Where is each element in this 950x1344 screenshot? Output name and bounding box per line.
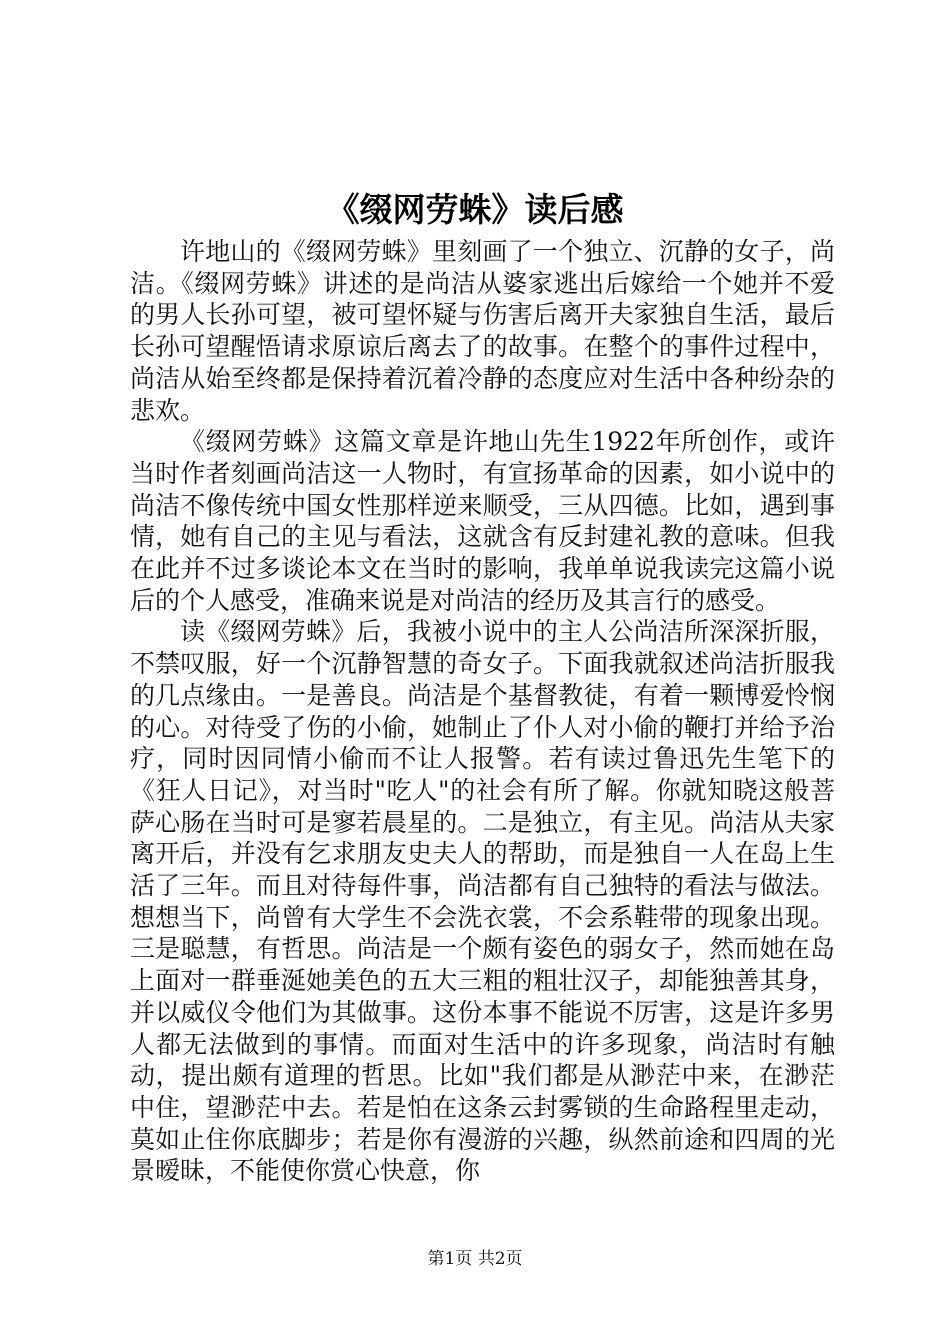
page-footer: 第1页 共2页: [427, 1249, 523, 1269]
document-body: [130, 236, 835, 1187]
paragraph: 《缀网劳蛛》这篇文章是许地山先生1922年所创作，或许当时作者刻画尚洁这一人物时，有宣扬革命的因素，如小说中的尚洁不像传统中国女性那样逆来顺受，三从四德。比如，遇到事情，她有自己的主见与看法，这就含有反封建礼教的意味。但我在此并不过多谈论本文在当时的影响，我单单说我读完这篇小说后的个人感受，准确来说是对尚洁的经历及其言行的感受。: [130, 427, 835, 615]
paragraph: 许地山的《缀网劳蛛》里刻画了一个独立、沉静的女子，尚洁。《缀网劳蛛》讲述的是尚洁从婆家逃出后嫁给一个她并不爱的男人长孙可望，被可望怀疑与伤害后离开夫家独自生活，最后长孙可望醒悟请求原谅后离去了的故事。在整个的事件过程中，尚洁从始至终都是保持着沉着冷静的态度应对生活中各种纷杂的悲欢。: [130, 237, 835, 425]
paragraph: 读《缀网劳蛛》后，我被小说中的主人公尚洁所深深折服，不禁叹服，好一个沉静智慧的奇女子。下面我就叙述尚洁折服我的几点缘由。一是善良。尚洁是个基督教徒，有着一颗博爱怜悯的心。对待受了伤的小偷，她制止了仆人对小偷的鞭打并给予治疗，同时因同情小偷而不让人报警。若有读过鲁迅先生笔下的《狂人日记》，对当时"吃人"的社会有所了解。你就知晓这般菩萨心肠在当时可是寥若晨星的。二是独立，有主见。尚洁从夫家离开后，并没有乞求朋友史夫人的帮助，而是独自一人在岛上生活了三年。而且对待每件事，尚洁都有自己独特的看法与做法。想想当下，尚曾有大学生不会洗衣裳，不会系鞋带的现象出现。三是聪慧，有哲思。尚洁是一个颇有姿色的弱女子，然而她在岛上面对一群垂涎她美色的五大三粗的粗壮汉子，却能独善其身，并以威仪令他们为其做事。这份本事不能说不厉害，这是许多男人都无法做到的事情。而面对生活中的许多现象，尚洁时有触动，提出颇有道理的哲思。比如"我们都是从渺茫中来，在渺茫中住，望渺茫中去。若是怕在这条云封雾锁的生命路程里走动，莫如止住你底脚步；若是你有漫游的兴趣，纵然前途和四周的光景暧昧，不能使你赏心快意，你: [130, 617, 835, 1186]
document-title: 《缀网劳蛛》读后感: [326, 190, 624, 229]
